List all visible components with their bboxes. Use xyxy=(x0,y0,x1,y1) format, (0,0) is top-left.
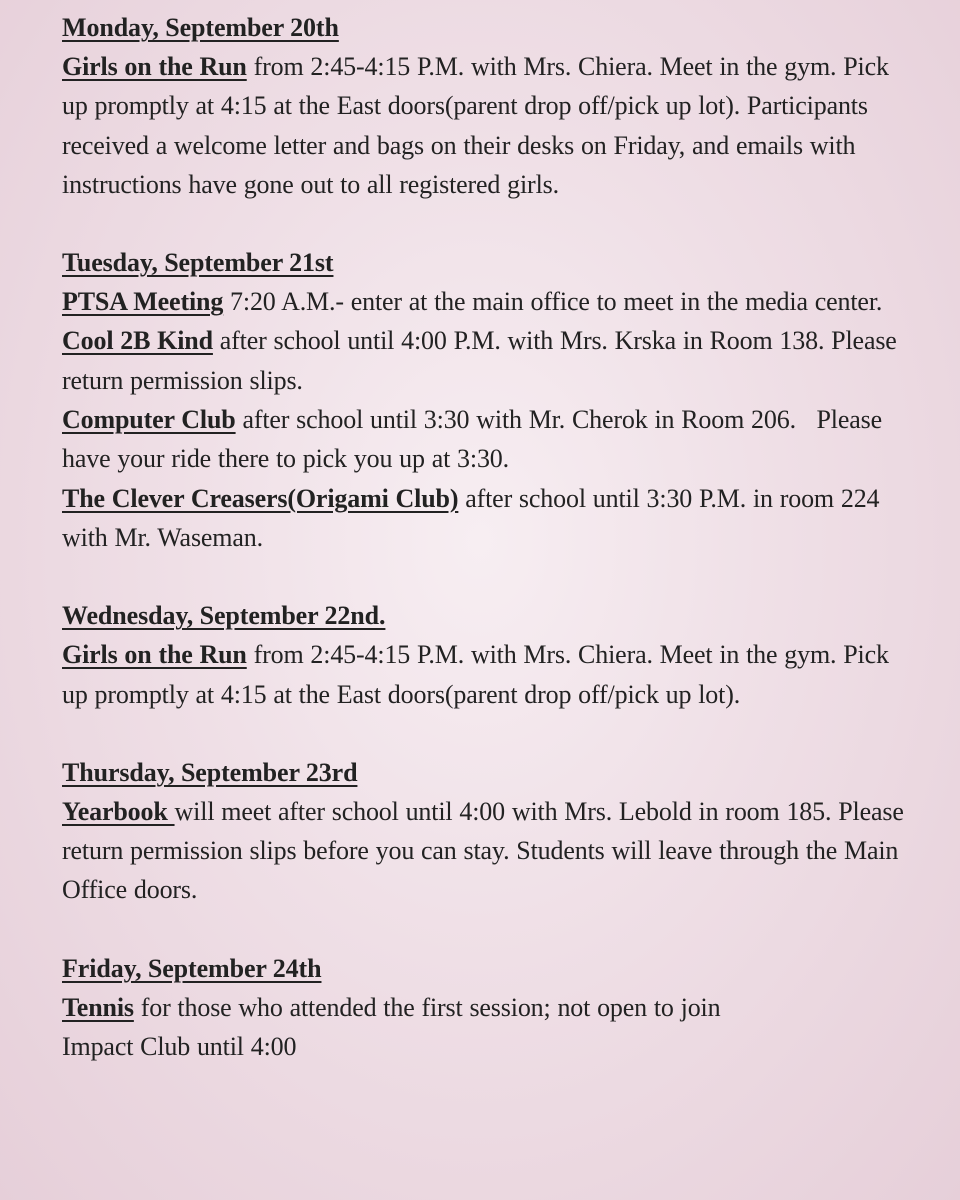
day-monday xyxy=(62,8,920,204)
entry-cool-2b-kind xyxy=(62,321,920,400)
entry-text: from 2:45-4:15 P.M. with Mrs. Chiera. Meet in the gym. Pick up promptly at 4:15 at the East doors(parent drop off/pick up lot). xyxy=(62,640,889,709)
entry-title: Cool 2B Kind xyxy=(62,326,213,356)
entry-clever-creasers xyxy=(62,479,920,558)
entry-ptsa-meeting xyxy=(62,282,920,321)
day-thursday xyxy=(62,753,920,910)
entry-title: PTSA Meeting xyxy=(62,287,224,317)
entry-text: Impact Club until 4:00 xyxy=(62,1032,297,1062)
entry-text: from 2:45-4:15 P.M. with Mrs. Chiera. Meet in the gym. Pick up promptly at 4:15 at the East doors(parent drop off/pick up lot). Participants received a welcome letter and bags on their desks on Friday, and emails with instructions have gone out to all registered girls. xyxy=(62,52,889,199)
entry-title: Yearbook xyxy=(62,796,175,826)
entry-yearbook xyxy=(62,792,920,910)
day-tuesday xyxy=(62,243,920,557)
entry-computer-club xyxy=(62,400,920,479)
entry-title: Tennis xyxy=(62,992,134,1022)
day-wednesday xyxy=(62,596,920,714)
entry-title: Girls on the Run xyxy=(62,52,247,81)
day-friday xyxy=(62,949,920,1067)
entry-text: after school until 3:30 with Mr. Cherok in Room 206. Please have your ride there to pick you up at 3:30. xyxy=(62,405,889,474)
entry-text: after school until 4:00 P.M. with Mrs. Krska in Room 138. Please return permission slips. xyxy=(62,326,897,395)
day-heading-thursday: Thursday, September 23rd xyxy=(62,757,358,787)
entry-text: 7:20 A.M.- enter at the main office to meet in the media center. xyxy=(223,287,883,317)
day-heading-wednesday: Wednesday, September 22nd. xyxy=(62,601,386,631)
entry-girls-on-the-run xyxy=(62,635,920,714)
day-heading-monday: Monday, September 20th xyxy=(62,13,339,42)
day-heading-tuesday: Tuesday, September 21st xyxy=(62,248,334,278)
entry-impact-club xyxy=(62,1027,920,1066)
entry-text: for those who attended the first session; not open to join xyxy=(133,992,721,1022)
entry-girls-on-the-run xyxy=(62,47,920,204)
entry-text: will meet after school until 4:00 with Mrs. Lebold in room 185. Please return permission slips before you can stay. Students will leave through the Main Office doors. xyxy=(62,796,904,905)
entry-tennis xyxy=(62,988,920,1027)
entry-title: The Clever Creasers(Origami Club) xyxy=(62,483,459,513)
entry-title: Girls on the Run xyxy=(62,640,247,670)
day-heading-friday: Friday, September 24th xyxy=(62,953,322,983)
entry-text: after school until 3:30 P.M. in room 224 with Mr. Waseman. xyxy=(62,483,880,552)
entry-title: Computer Club xyxy=(62,405,236,435)
